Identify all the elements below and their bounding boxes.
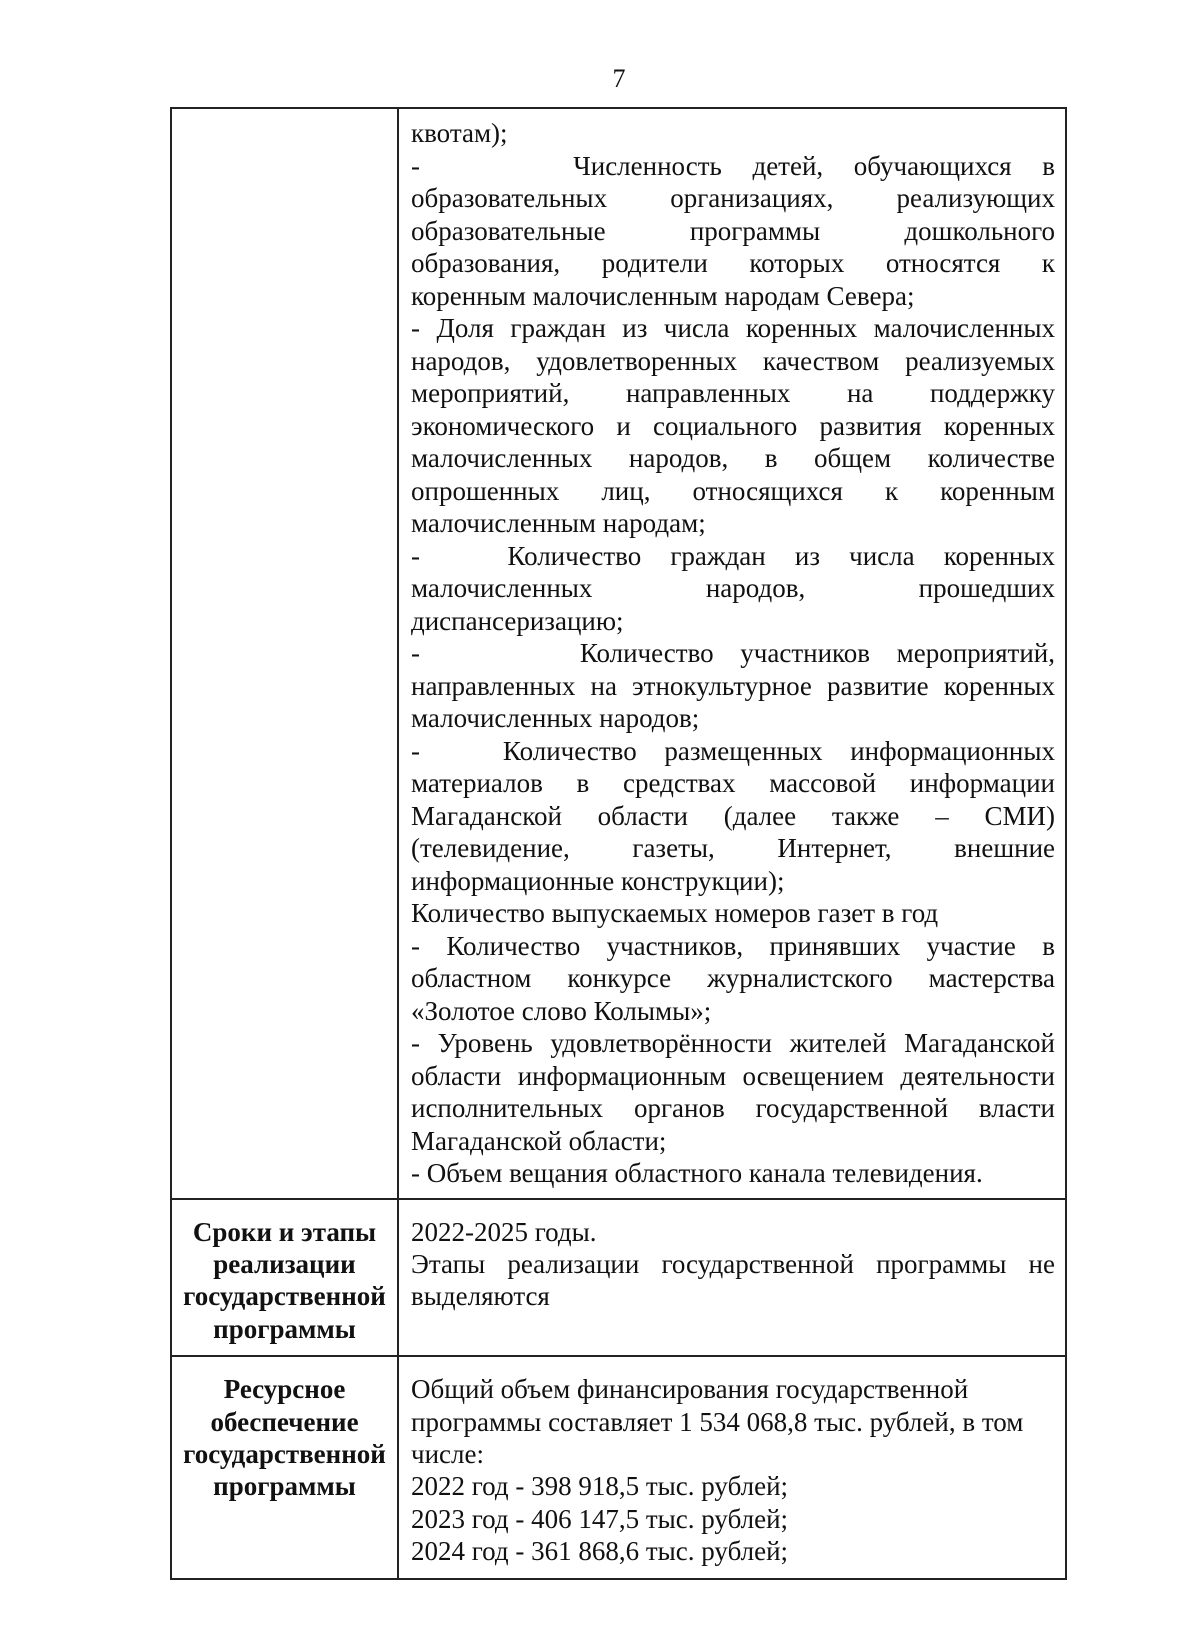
indicator-line: областном конкурсе журналистского мастерства bbox=[411, 963, 1055, 993]
row-label-text: Ресурсное обеспечение государственной программы bbox=[183, 1374, 386, 1502]
indicator-line: Количество выпускаемых номеров газет в год bbox=[411, 898, 939, 928]
indicator-line: - Количество участников, принявших участие в bbox=[411, 930, 1055, 961]
resources-line: Общий объем финансирования государственной bbox=[411, 1374, 969, 1405]
row-label-text bbox=[172, 109, 397, 135]
indicator-line: образовательных организациях, реализующих bbox=[411, 183, 1055, 213]
indicator-line: области информационным освещением деятельности bbox=[411, 1060, 1055, 1091]
indicator-line: опрошенных лиц, относящихся к коренным bbox=[411, 475, 1055, 506]
indicator-line: «Золотое слово Колымы»; bbox=[411, 995, 712, 1026]
page-number: 7 bbox=[612, 64, 626, 93]
indicator-line: информационные конструкции); bbox=[411, 865, 785, 896]
indicator-line: Магаданской области; bbox=[411, 1125, 667, 1156]
row-label-text: Сроки и этапы реализации государственной программы bbox=[183, 1216, 386, 1344]
resources-line: числе: bbox=[411, 1438, 484, 1469]
resources-line: программы составляет 1 534 068,8 тыс. рублей, в том bbox=[411, 1406, 1024, 1437]
program-passport-table bbox=[170, 107, 1067, 1580]
indicator-line: материалов в средствах массовой информации bbox=[411, 768, 1055, 798]
table-row-resources bbox=[171, 1356, 1066, 1578]
indicator-line: диспансеризацию; bbox=[411, 605, 624, 636]
indicator-line: - Количество участников мероприятий, bbox=[411, 638, 1055, 668]
indicator-line: малочисленных народов, прошедших bbox=[411, 573, 1055, 603]
indicator-line: - Доля граждан из числа коренных малочисленных bbox=[411, 313, 1055, 343]
indicator-line: исполнительных органов государственной власти bbox=[411, 1093, 1055, 1123]
indicator-line: - Количество граждан из числа коренных bbox=[411, 540, 1055, 571]
row-label-terms bbox=[171, 1199, 398, 1357]
resources-line: 2023 год - 406 147,5 тыс. рублей; bbox=[411, 1503, 789, 1534]
resources-line: 2024 год - 361 868,6 тыс. рублей; bbox=[411, 1536, 789, 1567]
indicators-cell bbox=[398, 108, 1066, 1199]
indicator-line: малочисленных народов; bbox=[411, 703, 700, 733]
indicator-line: экономического и социального развития коренных bbox=[411, 410, 1055, 441]
indicator-line: квотам); bbox=[411, 118, 508, 148]
indicator-line: малочисленным народам; bbox=[411, 508, 706, 538]
terms-text bbox=[399, 1200, 1065, 1323]
terms-stages: Этапы реализации государственной программы не выделяются bbox=[411, 1248, 1055, 1312]
table-row-terms bbox=[171, 1199, 1066, 1357]
indicator-line: образования, родители которых относятся к bbox=[411, 248, 1055, 278]
indicator-line: (телевидение, газеты, Интернет, внешние bbox=[411, 833, 1055, 863]
indicator-line: - Объем вещания областного канала телевидения. bbox=[411, 1158, 983, 1188]
row-label-indicators bbox=[171, 108, 398, 1199]
terms-cell bbox=[398, 1199, 1066, 1357]
row-label-resources bbox=[171, 1356, 398, 1578]
indicators-list bbox=[399, 109, 1065, 1198]
resources-line: 2022 год - 398 918,5 тыс. рублей; bbox=[411, 1471, 789, 1502]
indicator-line: народов, удовлетворенных качеством реализуемых bbox=[411, 345, 1055, 376]
indicator-line: малочисленных народов, в общем количестве bbox=[411, 443, 1055, 473]
resources-text bbox=[399, 1357, 1065, 1577]
indicator-line: направленных на этнокультурное развитие коренных bbox=[411, 670, 1055, 701]
indicator-line: коренным малочисленным народам Севера; bbox=[411, 280, 915, 311]
table-row-indicators bbox=[171, 108, 1066, 1199]
indicator-line: - Уровень удовлетворённости жителей Магаданской bbox=[411, 1028, 1055, 1058]
resources-cell bbox=[398, 1356, 1066, 1578]
indicator-line: - Количество размещенных информационных bbox=[411, 735, 1055, 766]
indicator-line: Магаданской области (далее также – СМИ) bbox=[411, 800, 1055, 831]
indicator-line: образовательные программы дошкольного bbox=[411, 215, 1055, 246]
indicator-line: - Численность детей, обучающихся в bbox=[411, 150, 1055, 181]
terms-period: 2022-2025 годы. bbox=[411, 1216, 597, 1247]
indicator-line: мероприятий, направленных на поддержку bbox=[411, 378, 1055, 408]
